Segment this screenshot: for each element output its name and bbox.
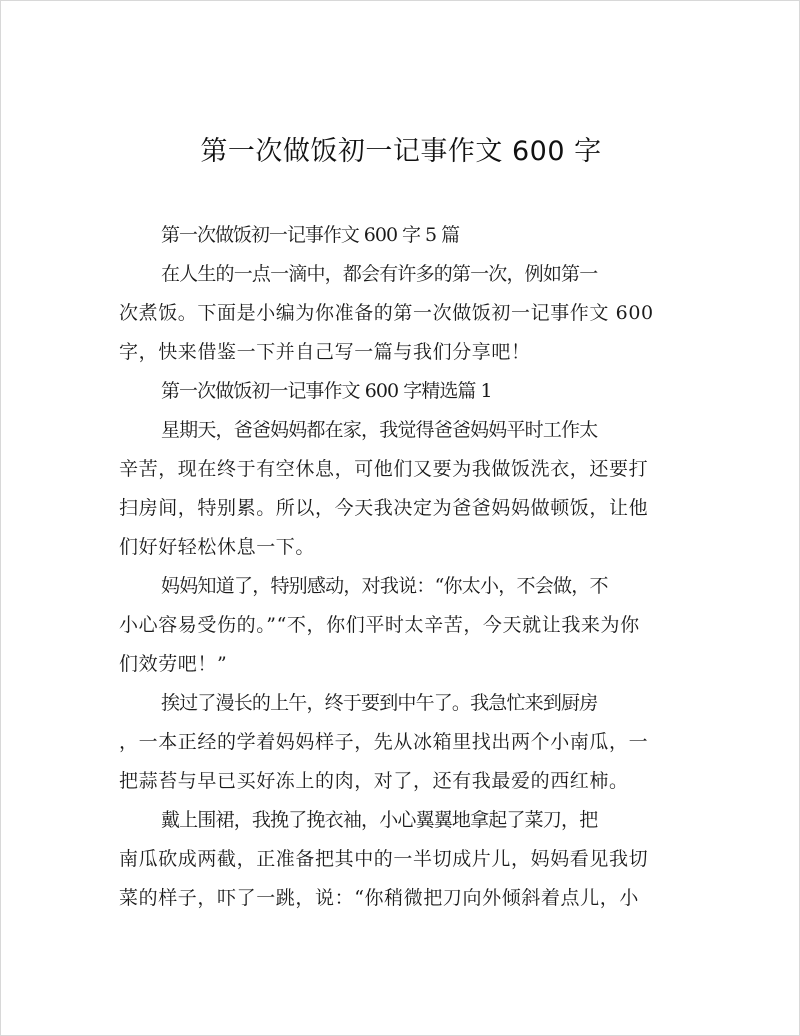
paragraph-line: 在人生的一点一滴中，都会有许多的第一次，例如第一 (161, 263, 598, 285)
paragraph-line: 小心容易受伤的。”“不，你们平时太辛苦，今天就让我来为你 (119, 614, 640, 636)
paragraph-line: 字，快来借鉴一下并自己写一篇与我们分享吧！ (119, 341, 531, 363)
paragraph-line: ，一本正经的学着妈妈样子，先从冰箱里找出两个小南瓜，一 (119, 731, 649, 753)
document-title: 第一次做饭初一记事作文 600 字 (200, 136, 602, 167)
paragraph-line: 辛苦，现在终于有空休息，可他们又要为我做饭洗衣，还要打 (119, 458, 649, 480)
paragraph-line: 们好好轻松休息一下。 (119, 536, 316, 558)
paragraph-line: 次煮饭。下面是小编为你准备的第一次做饭初一记事作文 600 (119, 302, 654, 324)
paragraph-line: 们效劳吧！” (119, 653, 228, 675)
paragraph-line: 戴上围裙，我挽了挽衣袖，小心翼翼地拿起了菜刀，把 (161, 809, 598, 831)
paragraph-line: 菜的样子，吓了一跳，说：“你稍微把刀向外倾斜着点儿，小 (119, 887, 639, 909)
paragraph-line: 妈妈知道了，特别感动，对我说：“你太小，不会做，不 (161, 575, 608, 597)
section-heading: 第一次做饭初一记事作文 600 字精选篇 1 (161, 380, 492, 402)
paragraph-line: 南瓜砍成两截，正准备把其中的一半切成片儿，妈妈看见我切 (119, 848, 649, 870)
paragraph-line: 挨过了漫长的上午，终于要到中午了。我急忙来到厨房 (161, 692, 598, 714)
paragraph-line: 扫房间，特别累。所以，今天我决定为爸爸妈妈做顿饭，让他 (119, 497, 649, 519)
paragraph-line: 星期天，爸爸妈妈都在家，我觉得爸爸妈妈平时工作太 (161, 419, 598, 441)
paragraph-line: 把蒜苔与早已买好冻上的肉，对了，还有我最爱的西红柿。 (119, 770, 629, 792)
subtitle-line: 第一次做饭初一记事作文 600 字 5 篇 (161, 224, 460, 246)
